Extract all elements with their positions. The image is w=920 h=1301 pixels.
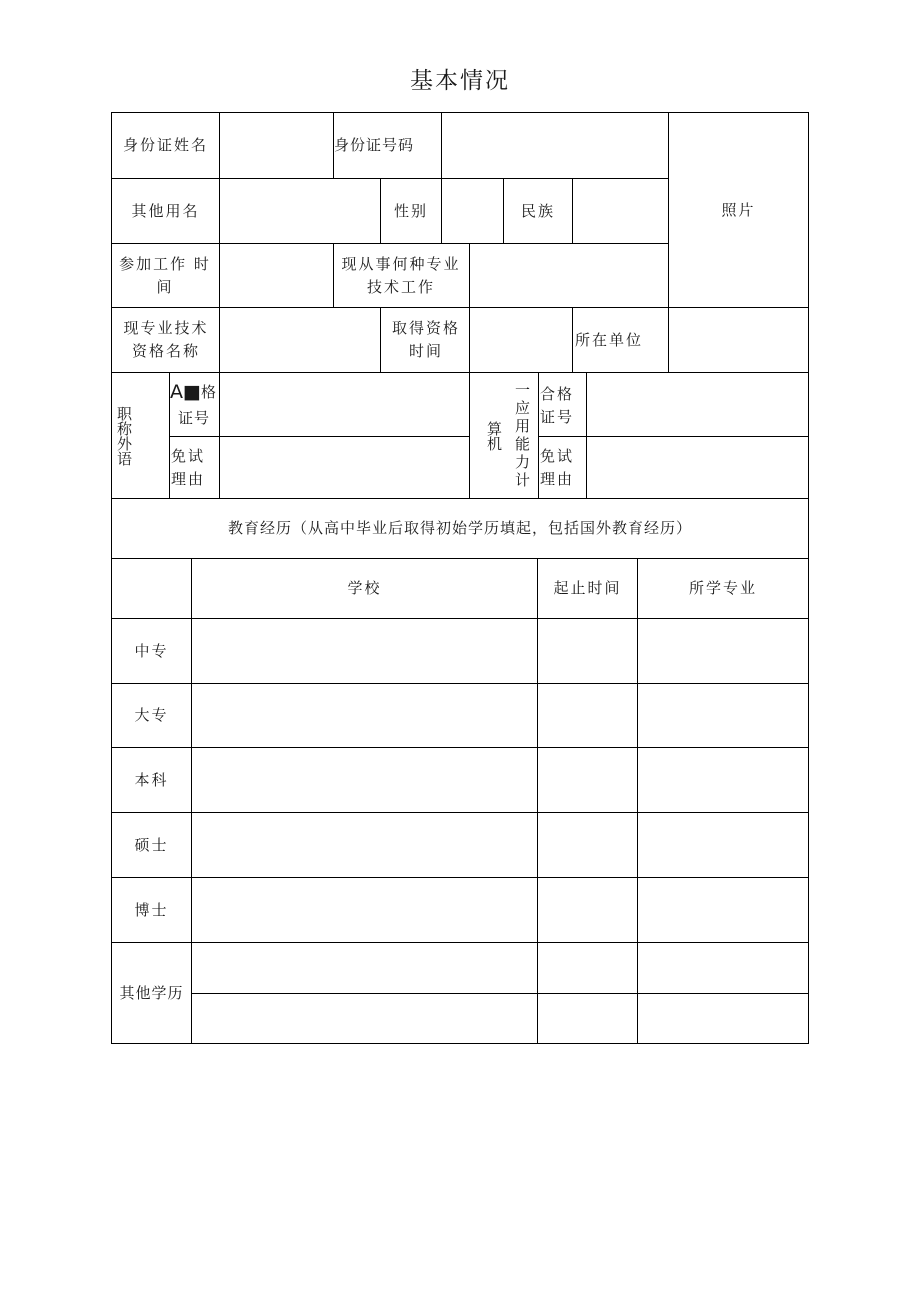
current-work-label: 现从事何种专业技术工作 — [341, 254, 461, 296]
language-section-label — [112, 373, 169, 498]
page-title: 基本情况 — [410, 68, 510, 94]
id-name-label: 身份证姓名 — [122, 136, 208, 154]
computer-section-label-a — [482, 373, 506, 498]
alias-label: 其他用名 — [131, 201, 200, 220]
row-label-other: 其他学历 — [119, 983, 184, 1002]
computer-section-text-b: 一应用能力计 — [513, 381, 531, 490]
current-title-label: 现专业技术资格名称 — [123, 319, 209, 360]
current-title-input[interactable] — [220, 308, 380, 372]
language-cert-input[interactable] — [220, 373, 469, 436]
language-section-text: 职称外语 — [115, 405, 133, 466]
computer-cert-input[interactable] — [587, 373, 808, 436]
ethnicity-input[interactable] — [573, 179, 668, 243]
unit-input[interactable] — [669, 308, 808, 372]
ethnicity-label: 民族 — [520, 201, 555, 220]
computer-section-text-a: 算机 — [485, 420, 503, 451]
row-label-college: 大专 — [134, 706, 169, 724]
id-name-input[interactable] — [220, 113, 333, 178]
language-cert-label — [170, 376, 219, 434]
col-school: 学校 — [347, 579, 382, 597]
computer-exempt-input[interactable] — [587, 437, 808, 498]
work-start-label: 参加工作 时间 — [119, 254, 211, 296]
id-number-input[interactable] — [442, 113, 668, 178]
education-header: 教育经历（从高中毕业后取得初始学历填起，包括国外教育经历） — [227, 519, 692, 537]
current-work-input[interactable] — [470, 244, 668, 307]
row-label-secondary: 中专 — [134, 641, 169, 660]
cert-mark: A■ — [170, 381, 201, 403]
unit-label: 所在单位 — [575, 330, 644, 349]
qual-time-label: 取得资格时间 — [391, 319, 460, 360]
computer-section-label-b — [508, 373, 536, 498]
gender-input[interactable] — [442, 179, 503, 243]
computer-exempt-label: 免试理由 — [540, 447, 575, 488]
work-start-input[interactable] — [220, 244, 333, 307]
row-label-doctorate: 博士 — [134, 900, 169, 919]
alias-input[interactable] — [220, 179, 380, 243]
language-cert-text-1: 格 — [200, 383, 217, 401]
qual-time-input[interactable] — [470, 308, 572, 372]
col-period: 起止时间 — [553, 579, 622, 597]
row-label-master: 硕士 — [134, 835, 169, 854]
gender-label: 性别 — [393, 201, 428, 220]
photo-label: 照片 — [721, 200, 756, 219]
language-exempt-input[interactable] — [220, 437, 469, 498]
language-cert-text-2: 证号 — [178, 409, 211, 427]
row-label-bachelor: 本科 — [134, 770, 169, 789]
language-exempt-label: 免试理由 — [171, 447, 206, 488]
computer-cert-label: 合格证号 — [540, 385, 575, 426]
id-number-label: 身份证号码 — [334, 136, 415, 154]
col-major: 所学专业 — [688, 579, 757, 597]
